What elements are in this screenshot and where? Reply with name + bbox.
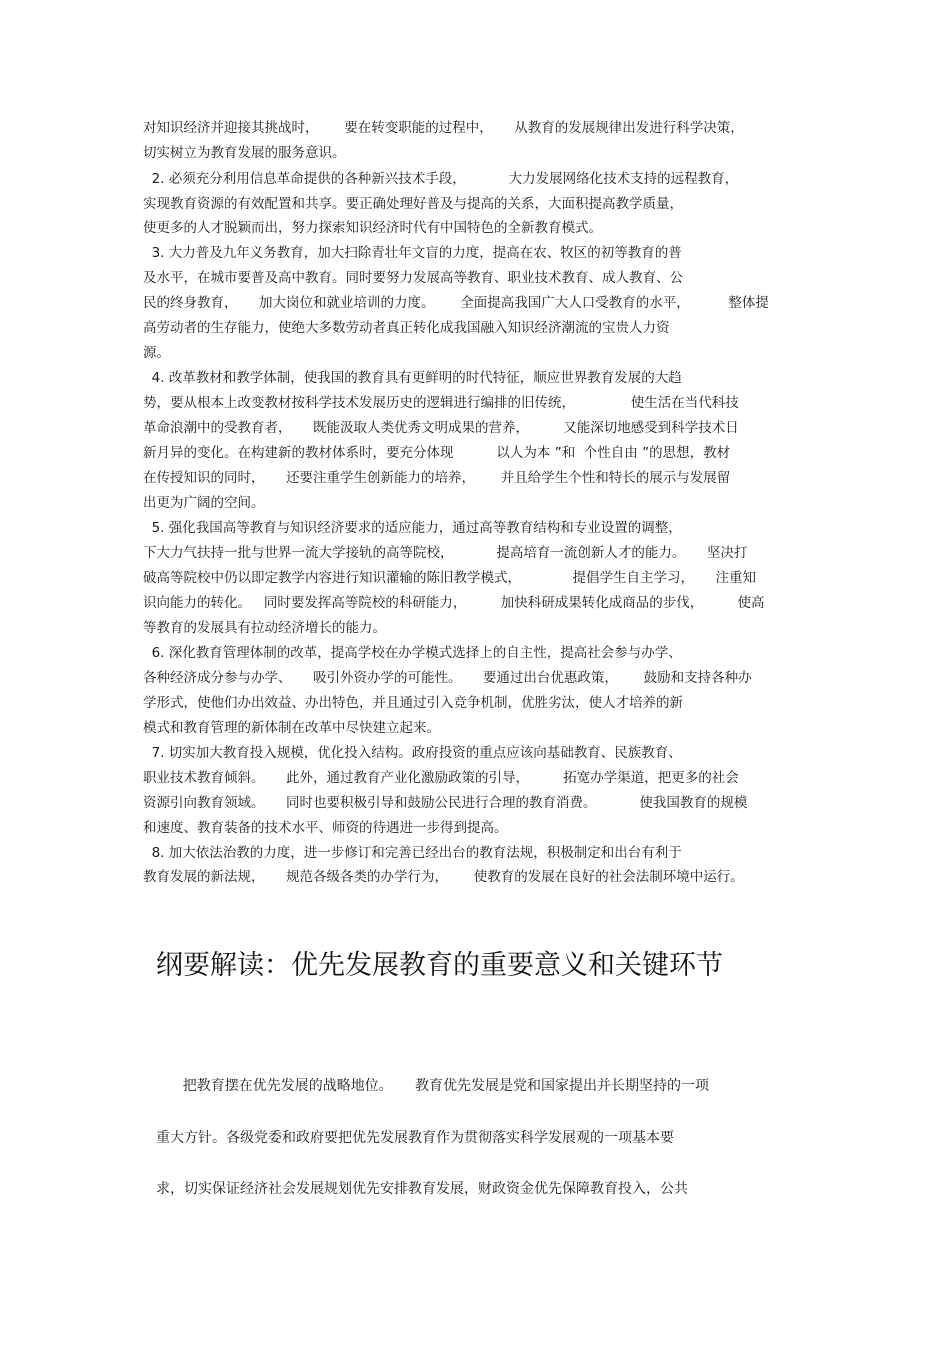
body-line: 6. 深化教育管理体制的改革，提高学校在办学模式选择上的自主性，提高社会参与办学、 <box>143 645 682 661</box>
body-line: 破高等院校中仍以即定教学内容进行知识灌输的陈旧教学模式， 提倡学生自主学习， 注重知 <box>143 570 756 586</box>
body-line: 使更多的人才脱颖而出，努力探索知识经济时代有中国特色的全新教育模式。 <box>143 220 602 236</box>
body-line: 2. 必须充分利用信息革命提供的各种新兴技术手段， 大力发展网络化技术支持的远程教育， <box>143 171 739 187</box>
body-line: 识向能力的转化。 同时要发挥高等院校的科研能力， 加快科研成果转化成商品的步伐， 使高 <box>143 595 765 611</box>
body-line: 学形式，使他们办出效益、办出特色，并且通过引入竞争机制，优胜劣汰，使人才培养的新 <box>143 695 683 711</box>
paragraph-line: 把教育摆在优先发展的战略地位。 教育优先发展是党和国家提出并长期坚持的一项 <box>156 1078 709 1094</box>
body-line: 民的终身教育， 加大岗位和就业培训的力度。 全面提高我国广大人口受教育的水平， 整体提 <box>143 295 769 311</box>
body-line: 各种经济成分参与办学、 吸引外资办学的可能性。 要通过出台优惠政策， 鼓励和支持各种办 <box>143 670 752 686</box>
body-line: 源。 <box>143 345 170 361</box>
body-line: 及水平，在城市要普及高中教育。同时要努力发展高等教育、职业技术教育、成人教育、公 <box>143 270 683 286</box>
body-line: 和速度、教育装备的技术水平、师资的待遇进一步得到提高。 <box>143 820 508 836</box>
paragraph-line: 重大方针。各级党委和政府要把优先发展教育作为贯彻落实科学发展观的一项基本要 <box>156 1130 674 1146</box>
body-line: 模式和教育管理的新体制在改革中尽快建立起来。 <box>143 720 440 736</box>
body-line: 教育发展的新法规， 规范各级各类的办学行为， 使教育的发展在良好的社会法制环境中运行。 <box>143 869 744 885</box>
body-line: 8. 加大依法治教的力度，进一步修订和完善已经出台的教育法规，积极制定和出台有利于 <box>143 845 682 861</box>
body-line: 革命浪潮中的受教育者， 既能汲取人类优秀文明成果的营养， 又能深切地感受到科学技术日 <box>143 420 739 436</box>
body-line: 等教育的发展具有拉动经济增长的能力。 <box>143 620 386 636</box>
body-line: 切实树立为教育发展的服务意识。 <box>143 145 346 161</box>
body-line: 出更为广阔的空间。 <box>143 495 265 511</box>
body-line: 对知识经济并迎接其挑战时， 要在转变职能的过程中， 从教育的发展规律出发进行科学决策， <box>143 120 744 136</box>
body-line: 下大力气扶持一批与世界一流大学接轨的高等院校， 提高培育一流创新人才的能力。 坚决打 <box>143 545 748 561</box>
body-line: 新月异的变化。在构建新的教材体系时，要充分体现 以人为本 ”和 个性自由 ”的思想，教材 <box>143 445 731 461</box>
body-line: 实现教育资源的有效配置和共享。要正确处理好普及与提高的关系，大面积提高教学质量， <box>143 196 683 212</box>
body-line: 4. 改革教材和教学体制，使我国的教育具有更鲜明的时代特征，顺应世界教育发展的大趋 <box>143 370 682 386</box>
body-line: 3. 大力普及九年义务教育，加大扫除青壮年文盲的力度，提高在农、牧区的初等教育的普 <box>143 245 682 261</box>
section-heading: 纲要解读：优先发展教育的重要意义和关键环节 <box>156 950 723 981</box>
body-line: 7. 切实加大教育投入规模，优化投入结构。政府投资的重点应该向基础教育、民族教育、 <box>143 745 682 761</box>
body-line: 势，要从根本上改变教材按科学技术发展历史的逻辑进行编排的旧传统， 使生活在当代科技 <box>143 395 739 411</box>
paragraph-line: 求，切实保证经济社会发展规划优先安排教育发展，财政资金优先保障教育投入，公共 <box>156 1181 688 1197</box>
body-line: 在传授知识的同时， 还要注重学生创新能力的培养， 并且给学生个性和特长的展示与发展留 <box>143 470 731 486</box>
body-line: 高劳动者的生存能力，使绝大多数劳动者真正转化成我国融入知识经济潮流的宝贵人力资 <box>143 320 670 336</box>
body-line: 职业技术教育倾斜。 此外，通过教育产业化激励政策的引导， 拓宽办学渠道，把更多的社会 <box>143 770 739 786</box>
body-line: 5. 强化我国高等教育与知识经济要求的适应能力，通过高等教育结构和专业设置的调整， <box>143 520 682 536</box>
body-line: 资源引向教育领域。 同时也要积极引导和鼓励公民进行合理的教育消费。 使我国教育的规模 <box>143 795 748 811</box>
